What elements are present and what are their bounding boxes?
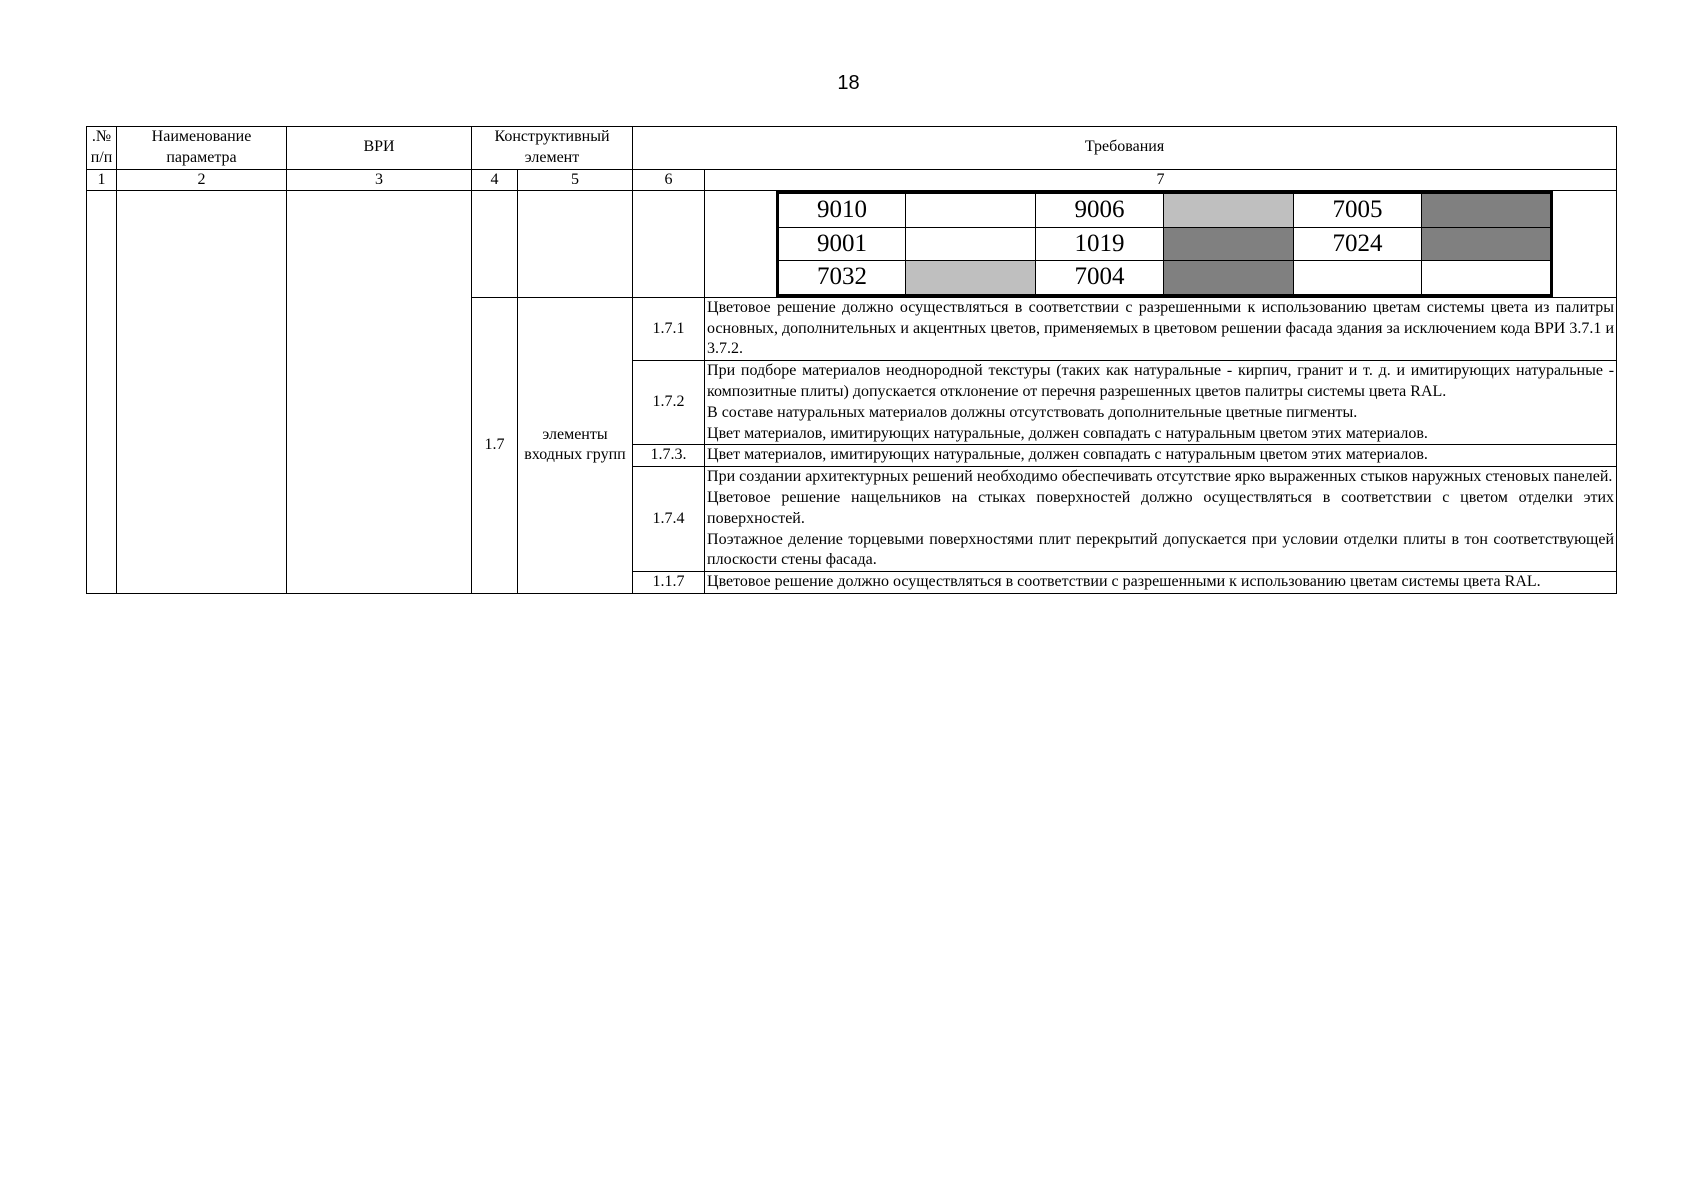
- column-number: 4: [472, 169, 518, 191]
- requirements-table: [86, 126, 1617, 594]
- color-swatch: [906, 261, 1036, 296]
- cell-element-name-empty: [518, 191, 633, 298]
- requirement-paragraph: Цветовое решение нащельников на стыках поверхностей должно осуществляться в соответствии с цветом отделки этих поверхностей.: [707, 489, 1615, 527]
- requirement-text: [705, 297, 1617, 360]
- ral-code: 1019: [1036, 227, 1164, 261]
- header-number: .№ п/п: [87, 127, 117, 170]
- requirement-text: [705, 467, 1617, 572]
- ral-code: 9006: [1036, 193, 1164, 228]
- color-swatch: [1422, 261, 1552, 296]
- ral-code: 7032: [778, 261, 906, 296]
- requirement-paragraph: Цветовое решение должно осуществляться в соответствии с разрешенными к использованию цветам системы цвета из палитры основных, дополнительных и акцентных цветов, применяемых в цветовом решении фасада здания за исключением кода ВРИ 3.7.1 и 3.7.2.: [707, 298, 1615, 358]
- cell-vri-empty: [287, 191, 472, 594]
- ral-code: 7024: [1294, 227, 1422, 261]
- color-swatch: [906, 193, 1036, 228]
- palette-cell: [705, 191, 1617, 298]
- color-swatch: [1164, 227, 1294, 261]
- color-swatch: [1422, 227, 1552, 261]
- column-number: 6: [633, 169, 705, 191]
- requirement-paragraph: При подборе материалов неоднородной текстуры (таких как натуральные - кирпич, гранит и т. д. и имитирующих натуральные - композитные плиты) допускается отклонение от перечня разрешенных цветов палитры системы цвета RAL.: [707, 362, 1615, 401]
- color-swatch: [1422, 193, 1552, 228]
- ral-code: 9001: [778, 227, 906, 261]
- palette-row-2: [778, 227, 1552, 261]
- column-number: 1: [87, 169, 117, 191]
- header-vri: ВРИ: [287, 127, 472, 170]
- cell-number-empty: [87, 191, 117, 594]
- header-requirements: Требования: [633, 127, 1617, 170]
- requirement-code: 1.7.2: [633, 361, 705, 445]
- requirement-paragraph: Цвет материалов, имитирующих натуральные, должен совпадать с натуральным цветом этих материалов.: [707, 424, 1428, 442]
- ral-code: 7004: [1036, 261, 1164, 296]
- ral-color-palette: [776, 191, 1553, 297]
- requirement-text: [705, 572, 1617, 594]
- requirement-paragraph: Цвет материалов, имитирующих натуральные, должен совпадать с натуральным цветом этих материалов.: [707, 446, 1428, 464]
- palette-row-1: [778, 193, 1552, 228]
- column-number: 7: [705, 169, 1617, 191]
- element-name: элементы входных групп: [518, 297, 633, 593]
- requirement-text: [705, 361, 1617, 445]
- color-swatch: [1164, 193, 1294, 228]
- requirement-code: 1.7.4: [633, 467, 705, 572]
- cell-parameter-empty: [117, 191, 287, 594]
- ral-code: 9010: [778, 193, 906, 228]
- ral-code: 7005: [1294, 193, 1422, 228]
- requirement-code: 1.7.3.: [633, 445, 705, 467]
- cell-element-code-empty: [472, 191, 518, 298]
- column-numbers-row: [87, 169, 1617, 191]
- requirement-code: 1.7.1: [633, 297, 705, 360]
- requirement-code: 1.1.7: [633, 572, 705, 594]
- header-parameter-name: Наименование параметра: [117, 127, 287, 170]
- palette-row: [87, 191, 1617, 298]
- requirement-paragraph: В составе натуральных материалов должны отсутствовать дополнительные цветные пигменты.: [707, 403, 1358, 421]
- header-row: [87, 127, 1617, 170]
- header-structural-element: Конструктивный элемент: [472, 127, 633, 170]
- column-number: 2: [117, 169, 287, 191]
- color-swatch: [1164, 261, 1294, 296]
- column-number: 5: [518, 169, 633, 191]
- page-number: 18: [837, 72, 860, 94]
- column-number: 3: [287, 169, 472, 191]
- requirement-text: [705, 445, 1617, 467]
- color-swatch: [906, 227, 1036, 261]
- requirement-paragraph: При создании архитектурных решений необходимо обеспечивать отсутствие ярко выраженных стыков наружных стеновых панелей.: [707, 468, 1613, 486]
- palette-row-3: [778, 261, 1552, 296]
- ral-code: [1294, 261, 1422, 296]
- element-code: 1.7: [472, 297, 518, 593]
- cell-req-code-empty: [633, 191, 705, 298]
- requirement-paragraph: Цветовое решение должно осуществляться в соответствии с разрешенными к использованию цветам системы цвета RAL.: [707, 573, 1541, 591]
- requirement-paragraph: Поэтажное деление торцевыми поверхностями плит перекрытий допускается при условии отделки плиты в тон соответствующей плоскости стены фасада.: [707, 530, 1615, 569]
